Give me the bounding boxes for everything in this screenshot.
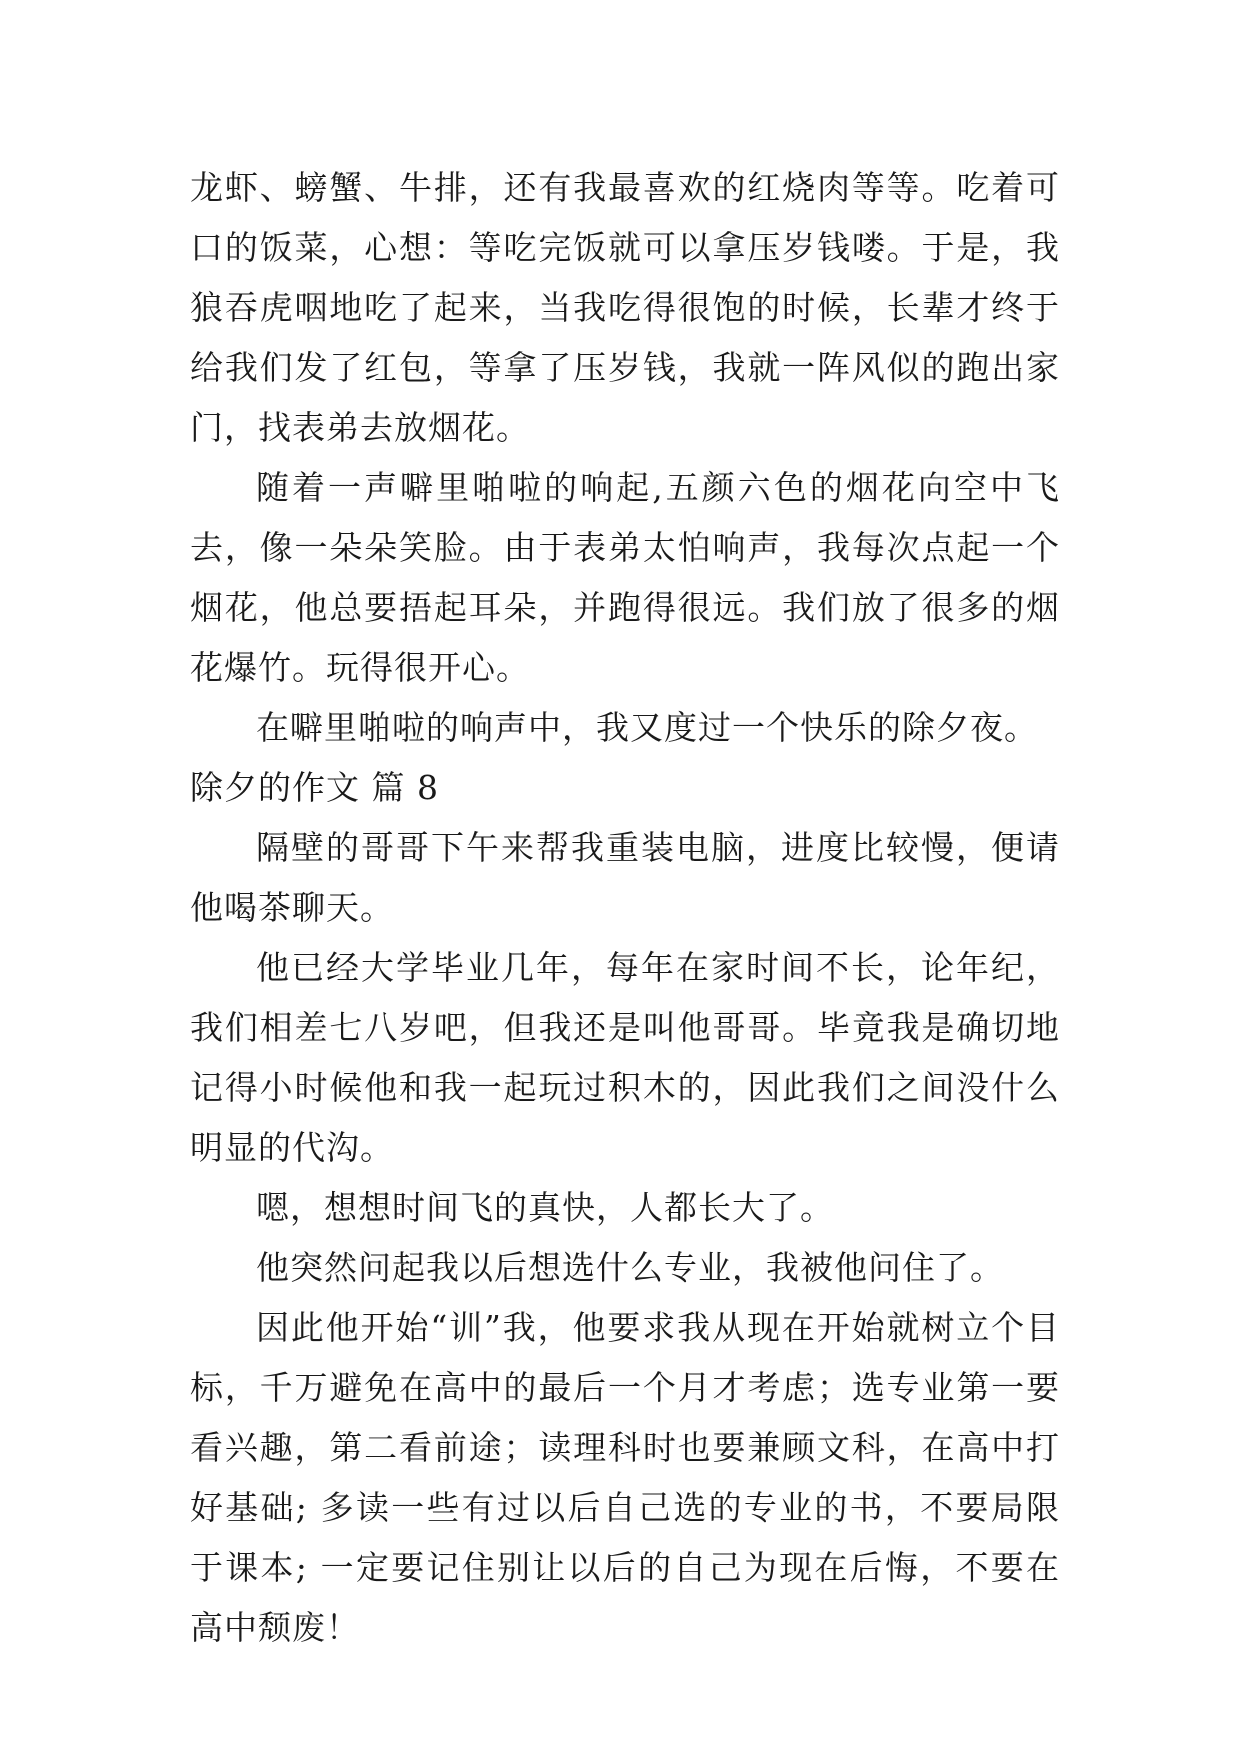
paragraph-computer: 隔壁的哥哥下午来帮我重装电脑，进度比较慢，便请他喝茶聊天。	[190, 828, 1060, 927]
paragraph-fireworks: 随着一声噼里啪啦的响起,五颜六色的烟花向空中飞去，像一朵朵笑脸。由于表弟太怕响声，我每次点起一个烟花，他总要捂起耳朵，并跑得很远。我们放了很多的烟花爆竹。玩得很开心。	[190, 468, 1060, 687]
paragraph-time-flies: 嗯，想想时间飞的真快，人都长大了。	[256, 1188, 834, 1227]
paragraph-major-question: 他突然问起我以后想选什么专业，我被他问住了。	[256, 1248, 1004, 1287]
paragraph-brother: 他已经大学毕业几年，每年在家时间不长，论年纪，我们相差七八岁吧，但我还是叫他哥哥。毕竟我是确切地记得小时候他和我一起玩过积木的，因此我们之间没什么明显的代沟。	[190, 948, 1060, 1167]
paragraph-feast: 龙虾、螃蟹、牛排，还有我最喜欢的红烧肉等等。吃着可口的饭菜，心想：等吃完饭就可以拿压岁钱喽。于是，我狼吞虎咽地吃了起来，当我吃得很饱的时候，长辈才终于给我们发了红包，等拿了压岁钱，我就一阵风似的跑出家门，找表弟去放烟花。	[190, 168, 1060, 447]
paragraph-new-years-eve: 在噼里啪啦的响声中，我又度过一个快乐的除夕夜。	[256, 708, 1038, 747]
section-heading: 除夕的作文 篇 8	[190, 768, 439, 807]
paragraph-advice: 因此他开始“训”我，他要求我从现在开始就树立个目标，千万避免在高中的最后一个月才考虑；选专业第一要看兴趣，第二看前途；读理科时也要兼顾文科，在高中打好基础; 多读一些有过以后自己选的专业的书，不要局限于课本; 一定要记住别让以后的自己为现在后悔，不要在高中颓废！	[190, 1308, 1060, 1647]
document-body	[190, 158, 1060, 1658]
